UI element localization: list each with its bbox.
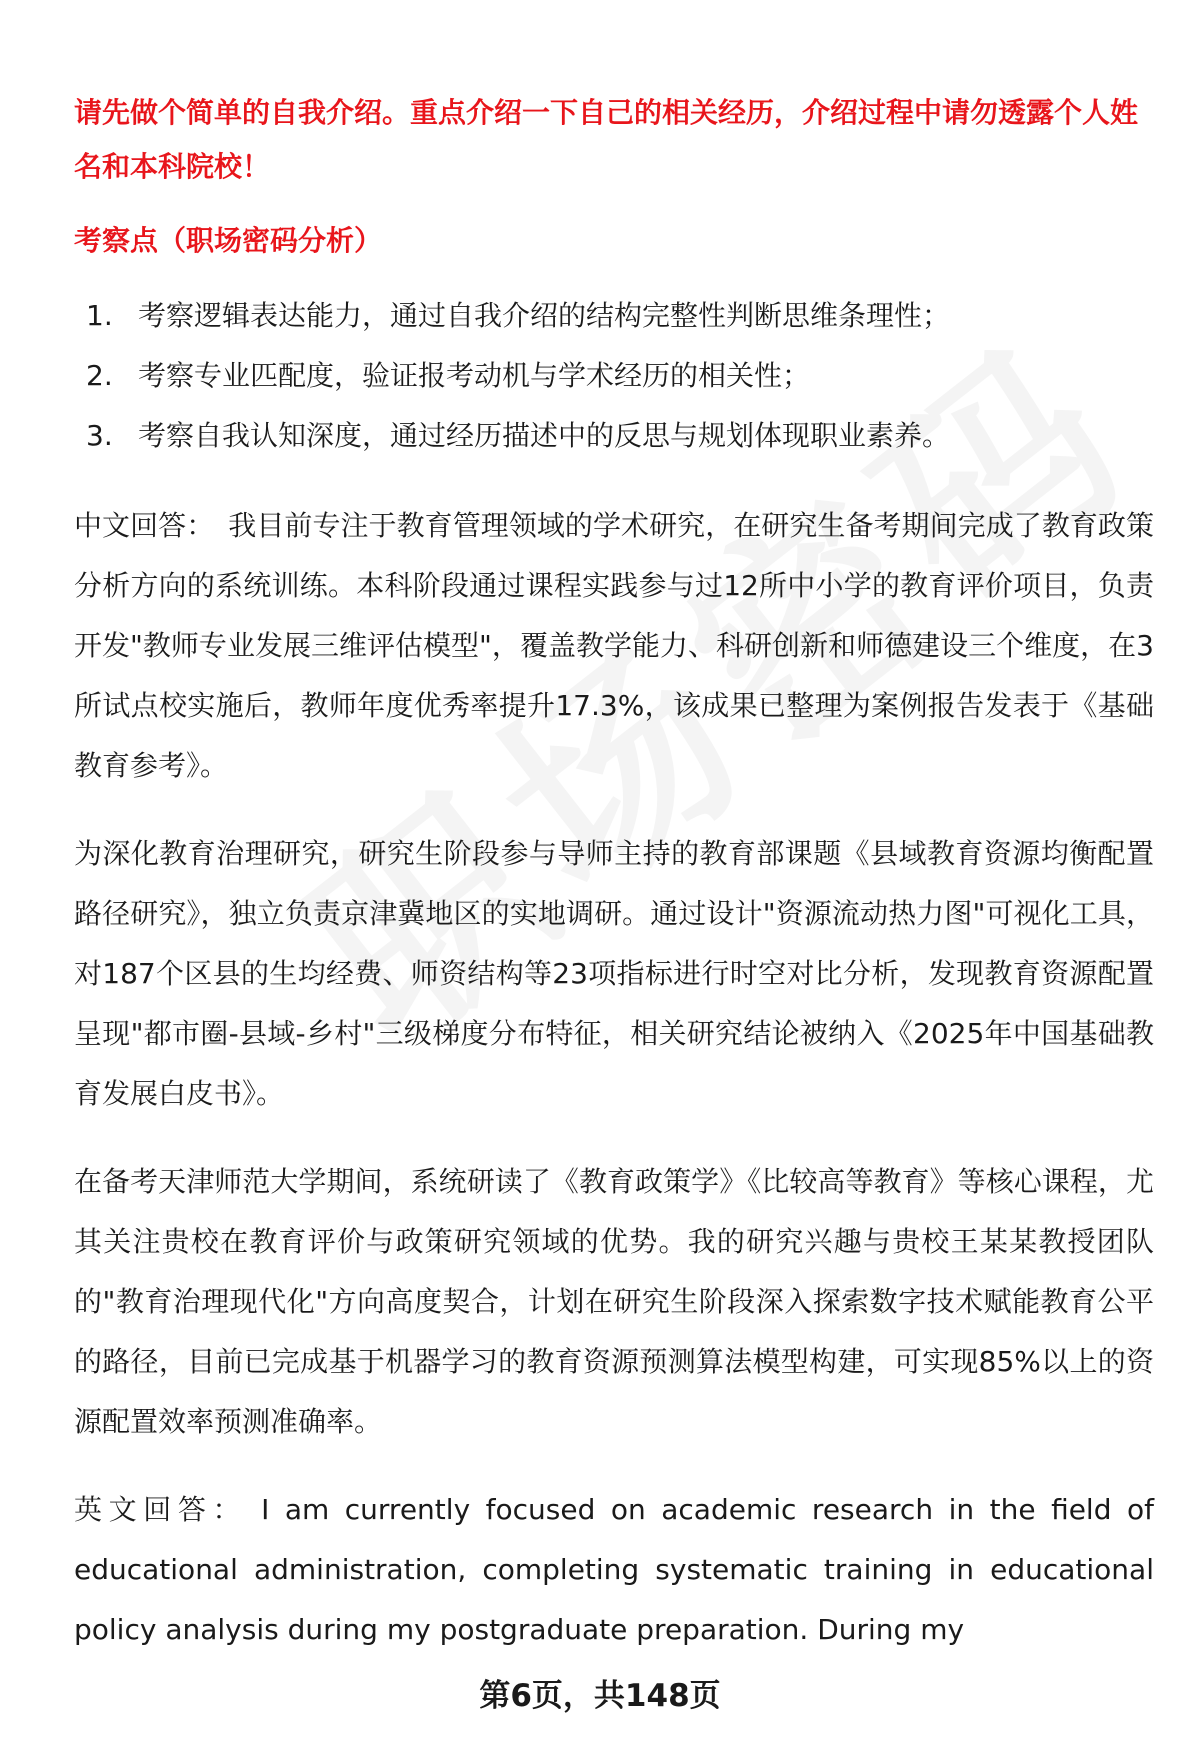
list-item-text: 考察专业匹配度，验证报考动机与学术经历的相关性； [138, 359, 811, 392]
assessment-points-title: 考察点（职场密码分析） [74, 224, 383, 257]
list-item [74, 286, 1154, 346]
list-item-number: 3. [86, 419, 113, 452]
document-content [74, 86, 1154, 1688]
page-number-footer: 第6页，共148页 [479, 1678, 721, 1714]
chinese-answer-paragraph-3: 在备考天津师范大学期间，系统研读了《教育政策学》《比较高等教育》等核心课程，尤其关注贵校在教育评价与政策研究领域的优势。我的研究兴趣与贵校王某某教授团队的"教育治理现代化"方向高度契合，计划在研究生阶段深入探索数字技术赋能教育公平的路径，目前已完成基于机器学习的教育资源预测算法模型构建，可实现85%以上的资源配置效率预测准确率。 [74, 1165, 1154, 1438]
english-answer-paragraph [74, 1480, 1154, 1660]
chinese-answer-paragraph-1 [74, 496, 1154, 796]
list-item-number: 1. [86, 299, 113, 332]
list-item-text: 考察逻辑表达能力，通过自我介绍的结构完整性判断思维条理性； [138, 299, 951, 332]
list-item [74, 346, 1154, 406]
chinese-answer-label: 中文回答： [74, 509, 215, 542]
paragraph-text: 我目前专注于教育管理领域的学术研究，在研究生备考期间完成了教育政策分析方向的系统训练。本科阶段通过课程实践参与过12所中小学的教育评价项目，负责开发"教师专业发展三维评估模型"，覆盖教学能力、科研创新和师德建设三个维度，在3所试点校实施后，教师年度优秀率提升17.3%，该成果已整理为案例报告发表于《基础教育参考》。 [74, 509, 1154, 782]
list-item-text: 考察自我认知深度，通过经历描述中的反思与规划体现职业素养。 [138, 419, 951, 452]
list-item [74, 406, 1154, 466]
question-heading: 请先做个简单的自我介绍。重点介绍一下自己的相关经历，介绍过程中请勿透露个人姓名和本科院校！ [74, 96, 1139, 183]
list-item-number: 2. [86, 359, 113, 392]
chinese-answer-paragraph-2: 为深化教育治理研究，研究生阶段参与导师主持的教育部课题《县域教育资源均衡配置路径研究》，独立负责京津冀地区的实地调研。通过设计"资源流动热力图"可视化工具，对187个区县的生均经费、师资结构等23项指标进行时空对比分析，发现教育资源配置呈现"都市圈-县域-乡村"三级梯度分布特征，相关研究结论被纳入《2025年中国基础教育发展白皮书》。 [74, 837, 1154, 1110]
english-answer-label: 英文回答： [74, 1493, 248, 1526]
assessment-points-list [74, 286, 1154, 466]
paragraph-text: I am currently focused on academic research in the field of educational administration, completing systematic training in educational policy analysis during my postgraduate preparation. During my [74, 1493, 1154, 1646]
